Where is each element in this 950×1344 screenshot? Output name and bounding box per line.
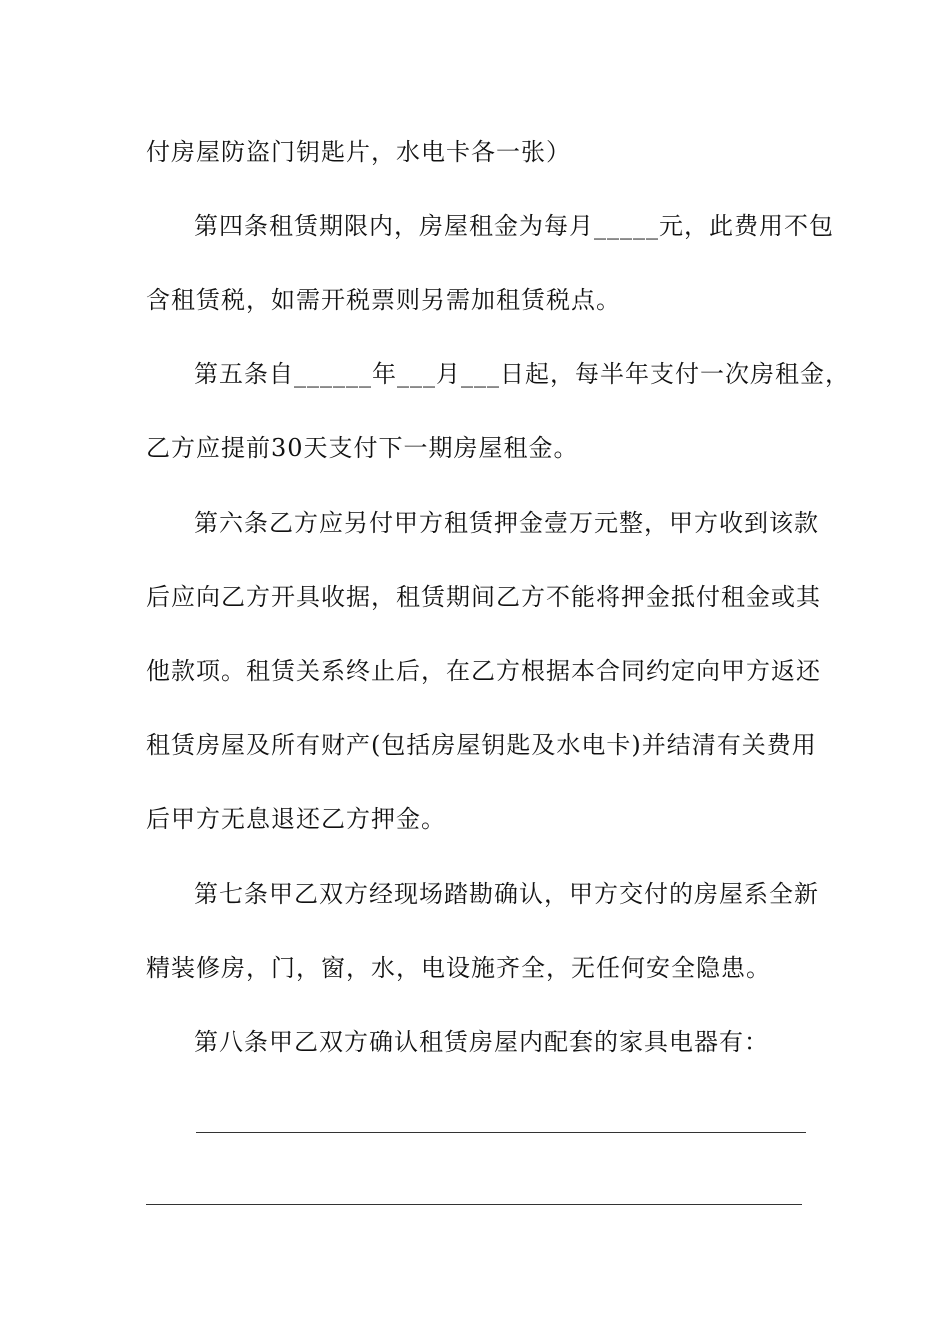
clause-7-line-2: 精装修房，门，窗，水，电设施齐全，无任何安全隐患。	[146, 954, 771, 982]
clause-7-line-1: 第七条甲乙双方经现场踏勘确认，甲方交付的房屋系全新	[194, 880, 819, 908]
clause-3-continuation: 付房屋防盗门钥匙片，水电卡各一张）	[146, 138, 571, 166]
clause-6-line-5: 后甲方无息退还乙方押金。	[146, 805, 446, 833]
blank-fill-line-2	[146, 1204, 802, 1205]
clause-6-line-1: 第六条乙方应另付甲方租赁押金壹万元整，甲方收到该款	[194, 509, 819, 537]
clause-4-line-2: 含租赁税，如需开税票则另需加租赁税点。	[146, 286, 621, 314]
clause-8-line-1: 第八条甲乙双方确认租赁房屋内配套的家具电器有：	[194, 1028, 769, 1056]
clause-5-line-2: 乙方应提前30天支付下一期房屋租金。	[146, 434, 579, 462]
clause-6-line-4: 租赁房屋及所有财产(包括房屋钥匙及水电卡)并结清有关费用	[146, 731, 817, 759]
clause-6-line-3: 他款项。租赁关系终止后，在乙方根据本合同约定向甲方返还	[146, 657, 821, 685]
clause-5-line-1: 第五条自______年___月___日起，每半年支付一次房租金，	[194, 360, 850, 388]
clause-4-line-1: 第四条租赁期限内，房屋租金为每月_____元，此费用不包	[194, 212, 834, 240]
clause-6-line-2: 后应向乙方开具收据，租赁期间乙方不能将押金抵付租金或其	[146, 583, 821, 611]
blank-fill-line-1	[196, 1132, 806, 1133]
